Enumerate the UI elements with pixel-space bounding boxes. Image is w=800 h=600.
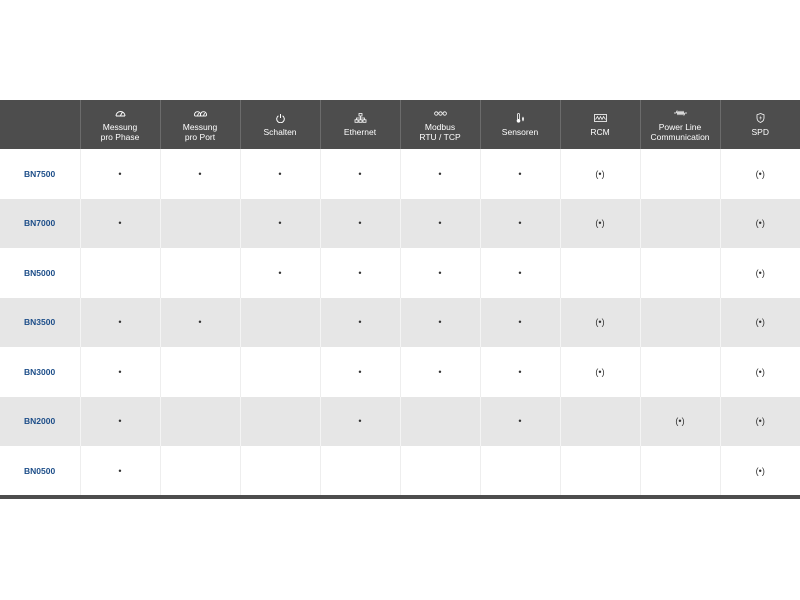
- feature-cell: (•): [720, 248, 800, 298]
- feature-cell: •: [400, 149, 480, 199]
- feature-cell: •: [480, 347, 560, 397]
- table-bottom-rule: [0, 495, 800, 499]
- header-sensoren: [480, 100, 560, 149]
- feature-cell: •: [160, 149, 240, 199]
- feature-cell: [560, 248, 640, 298]
- feature-cell: •: [400, 298, 480, 348]
- header-label: Modbus RTU / TCP: [419, 121, 461, 142]
- feature-cell: (•): [640, 397, 720, 447]
- feature-cell: •: [320, 199, 400, 249]
- feature-cell: •: [400, 248, 480, 298]
- header-label: Messung pro Phase: [100, 121, 140, 142]
- feature-cell: [640, 149, 720, 199]
- modbus-dots-icon: [434, 108, 447, 118]
- table-row: [0, 446, 800, 496]
- feature-cell: •: [240, 248, 320, 298]
- feature-cell: (•): [560, 149, 640, 199]
- feature-cell: •: [480, 298, 560, 348]
- feature-cell: •: [480, 149, 560, 199]
- network-icon: [354, 113, 367, 123]
- model-name: BN7500: [0, 149, 80, 199]
- header-messung-pro-phase: [80, 100, 160, 149]
- feature-cell: (•): [560, 199, 640, 249]
- feature-cell: (•): [720, 149, 800, 199]
- feature-cell: [160, 446, 240, 496]
- feature-cell: [320, 446, 400, 496]
- feature-cell: [240, 446, 320, 496]
- feature-cell: •: [80, 298, 160, 348]
- header-label: Schalten: [263, 126, 297, 137]
- header-label: RCM: [590, 126, 610, 137]
- feature-cell: (•): [720, 298, 800, 348]
- rcm-icon: [594, 113, 607, 123]
- feature-cell: •: [480, 199, 560, 249]
- feature-cell: •: [400, 199, 480, 249]
- header-spd: [720, 100, 800, 149]
- header-label: Sensoren: [501, 126, 539, 137]
- feature-cell: [80, 248, 160, 298]
- feature-cell: [240, 397, 320, 447]
- feature-cell: [560, 446, 640, 496]
- header-ethernet: [320, 100, 400, 149]
- feature-cell: (•): [560, 347, 640, 397]
- model-name: BN7000: [0, 199, 80, 249]
- shield-bolt-icon: [754, 113, 767, 123]
- gauge-icon: [114, 108, 127, 118]
- feature-cell: •: [80, 199, 160, 249]
- table-row: [0, 397, 800, 447]
- table-row: [0, 199, 800, 249]
- model-name: BN2000: [0, 397, 80, 447]
- table-header: [0, 100, 800, 149]
- table-body: [0, 149, 800, 496]
- feature-cell: •: [480, 397, 560, 447]
- table-row: [0, 149, 800, 199]
- table-row: [0, 347, 800, 397]
- feature-cell: (•): [720, 347, 800, 397]
- model-name: BN3500: [0, 298, 80, 348]
- header-messung-pro-port: [160, 100, 240, 149]
- feature-cell: (•): [720, 199, 800, 249]
- double-gauge-icon: [194, 108, 207, 118]
- feature-cell: •: [320, 149, 400, 199]
- header-rcm: [560, 100, 640, 149]
- header-label: Ethernet: [343, 126, 377, 137]
- feature-cell: •: [240, 199, 320, 249]
- header-label: Messung pro Port: [182, 121, 218, 142]
- feature-cell: •: [480, 248, 560, 298]
- feature-cell: [160, 347, 240, 397]
- model-name: BN3000: [0, 347, 80, 397]
- feature-cell: •: [400, 347, 480, 397]
- feature-cell: •: [80, 446, 160, 496]
- feature-cell: [160, 199, 240, 249]
- model-name: BN5000: [0, 248, 80, 298]
- feature-cell: (•): [560, 298, 640, 348]
- feature-cell: (•): [720, 446, 800, 496]
- feature-cell: •: [240, 149, 320, 199]
- feature-cell: (•): [720, 397, 800, 447]
- feature-cell: •: [80, 397, 160, 447]
- feature-cell: [400, 446, 480, 496]
- feature-cell: •: [320, 248, 400, 298]
- wave-icon: [674, 108, 687, 118]
- feature-cell: •: [160, 298, 240, 348]
- feature-cell: [240, 347, 320, 397]
- feature-cell: [640, 347, 720, 397]
- feature-cell: [160, 397, 240, 447]
- header-corner: [0, 100, 80, 149]
- feature-cell: [560, 397, 640, 447]
- feature-cell: [240, 298, 320, 348]
- feature-cell: •: [80, 149, 160, 199]
- header-row: [0, 100, 800, 149]
- header-modbus: [400, 100, 480, 149]
- feature-cell: [640, 199, 720, 249]
- table-row: [0, 298, 800, 348]
- feature-cell: [480, 446, 560, 496]
- feature-cell: •: [80, 347, 160, 397]
- header-schalten: [240, 100, 320, 149]
- feature-cell: [640, 298, 720, 348]
- header-power-line-communication: [640, 100, 720, 149]
- feature-cell: [640, 446, 720, 496]
- header-label: SPD: [751, 126, 769, 137]
- feature-cell: •: [320, 397, 400, 447]
- feature-comparison-table: [0, 100, 800, 496]
- feature-cell: [640, 248, 720, 298]
- feature-cell: •: [320, 298, 400, 348]
- header-label: Power Line Communication: [650, 121, 710, 142]
- feature-cell: •: [320, 347, 400, 397]
- power-icon: [274, 113, 287, 123]
- model-name: BN0500: [0, 446, 80, 496]
- sensor-icon: [514, 113, 527, 123]
- feature-cell: [400, 397, 480, 447]
- table-row: [0, 248, 800, 298]
- feature-cell: [160, 248, 240, 298]
